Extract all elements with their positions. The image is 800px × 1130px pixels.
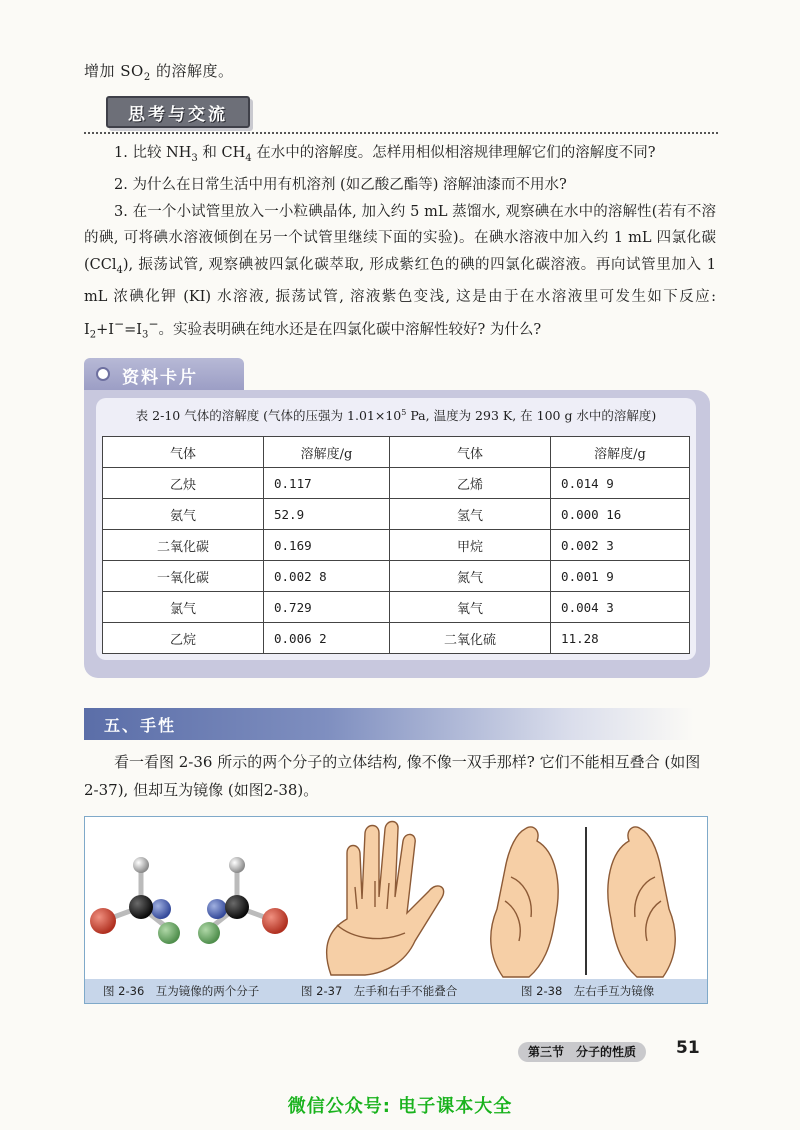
molecule-left-icon (90, 857, 180, 944)
intro-line: 增加 $SO_2$ 的溶解度。 (84, 62, 234, 83)
column-header: 溶解度/g (551, 437, 690, 468)
column-header: 气体 (103, 437, 264, 468)
solubility-cell: 0.001 9 (551, 561, 690, 592)
solubility-cell: 0.000 16 (551, 499, 690, 530)
table-caption: 表 2-10 气体的溶解度 (气体的压强为 $1.01\times 10^5$ Pa, 温度为 293 K, 在 100 g 水中的溶解度) (135, 407, 657, 423)
gas-name-cell: 一氧化碳 (103, 561, 264, 592)
solubility-cell: 0.004 3 (551, 592, 690, 623)
gas-solubility-table (102, 436, 690, 654)
table-row (103, 468, 690, 499)
dotted-divider (84, 132, 718, 134)
mirror-hand-left-icon (491, 827, 558, 977)
column-header: 气体 (390, 437, 551, 468)
solubility-cell: 11.28 (551, 623, 690, 654)
solubility-cell: 0.002 8 (264, 561, 390, 592)
gas-name-cell: 氨气 (103, 499, 264, 530)
data-card-title: 资料卡片 (122, 368, 198, 388)
page-number: 51 (676, 1038, 700, 1058)
solubility-cell: 0.014 9 (551, 468, 690, 499)
gas-name-cell: 甲烷 (390, 530, 551, 561)
bullet-icon (96, 367, 110, 381)
solubility-cell: 0.729 (264, 592, 390, 623)
gas-name-cell: 二氧化碳 (103, 530, 264, 561)
chapter-label: 第三节 分子的性质 (518, 1042, 646, 1062)
figure-2-38-caption: 图 2-38 左右手互为镜像 (521, 984, 655, 998)
gas-name-cell: 氯气 (103, 592, 264, 623)
section-title: 五、手性 (104, 716, 177, 735)
table-row (103, 592, 690, 623)
gas-name-cell: 二氧化硫 (390, 623, 551, 654)
table-row (103, 623, 690, 654)
gas-name-cell: 氧气 (390, 592, 551, 623)
gas-name-cell: 氮气 (390, 561, 551, 592)
column-header: 溶解度/g (264, 437, 390, 468)
mirror-hand-right-icon (608, 827, 675, 977)
solubility-cell: 0.006 2 (264, 623, 390, 654)
think-exchange-title: 思考与交流 (128, 105, 228, 125)
figure-2-37-caption: 图 2-37 左手和右手不能叠合 (301, 984, 458, 998)
gas-name-cell: 乙烷 (103, 623, 264, 654)
solubility-cell: 0.117 (264, 468, 390, 499)
table-panel (96, 398, 696, 660)
mirror-line (585, 827, 587, 975)
question-3: 3. 在一个小试管里放入一小粒碘晶体, 加入约 5 mL 蒸馏水, 观察碘在水中的溶解性(若有不溶的碘, 可将碘水溶液倾倒在另一个试管里继续下面的实验)。在碘水溶液中加入约 1 mL 四氯化碳 (CCl$_4$), 振荡试管, 观察碘被四氯化碳萃取, 形成紫红色的碘的四氯化碳溶液。再向试管里加入 1 mL 浓碘化钾 (KI) 水溶液, 振荡试管, 溶液紫色变浅, 这是由于在水溶液里可发生如下反应: $I_2+I^-=I_3^-$。实验表明碘在纯水还是在四氯化碳中溶解性较好? 为什么? (84, 203, 716, 341)
gas-name-cell: 氢气 (390, 499, 551, 530)
table-header-row (103, 437, 690, 468)
watermark-text: 微信公众号: 电子课本大全 (287, 1096, 513, 1117)
caption-strip (85, 979, 707, 1003)
table-row (103, 561, 690, 592)
gas-name-cell: 乙炔 (103, 468, 264, 499)
section-heading-bar (84, 708, 694, 740)
overlapping-hands-icon (327, 822, 444, 976)
solubility-cell: 52.9 (264, 499, 390, 530)
gas-name-cell: 乙烯 (390, 468, 551, 499)
question-list (84, 140, 716, 349)
solubility-cell: 0.002 3 (551, 530, 690, 561)
figure-illustrations (85, 817, 707, 979)
molecule-right-icon (198, 857, 288, 944)
question-2: 2. 为什么在日常生活中用有机溶剂 (如乙酸乙酯等) 溶解油漆而不用水? (114, 177, 567, 194)
solubility-cell: 0.169 (264, 530, 390, 561)
figure-panel (84, 816, 708, 1004)
think-exchange-header (106, 96, 250, 128)
section-body-text: 看一看图 2-36 所示的两个分子的立体结构, 像不像一双手那样? 它们不能相互叠合 (如图 2-37), 但却互为镜像 (如图2-38)。 (84, 753, 701, 799)
figure-2-36-caption: 图 2-36 互为镜像的两个分子 (103, 984, 260, 998)
question-1: 1. 比较 $NH_3$ 和 $CH_4$ 在水中的溶解度。怎样用相似相溶规律理解它们的溶解度不同? (114, 145, 656, 164)
data-card-tab (84, 358, 244, 392)
table-row (103, 530, 690, 561)
table-row (103, 499, 690, 530)
